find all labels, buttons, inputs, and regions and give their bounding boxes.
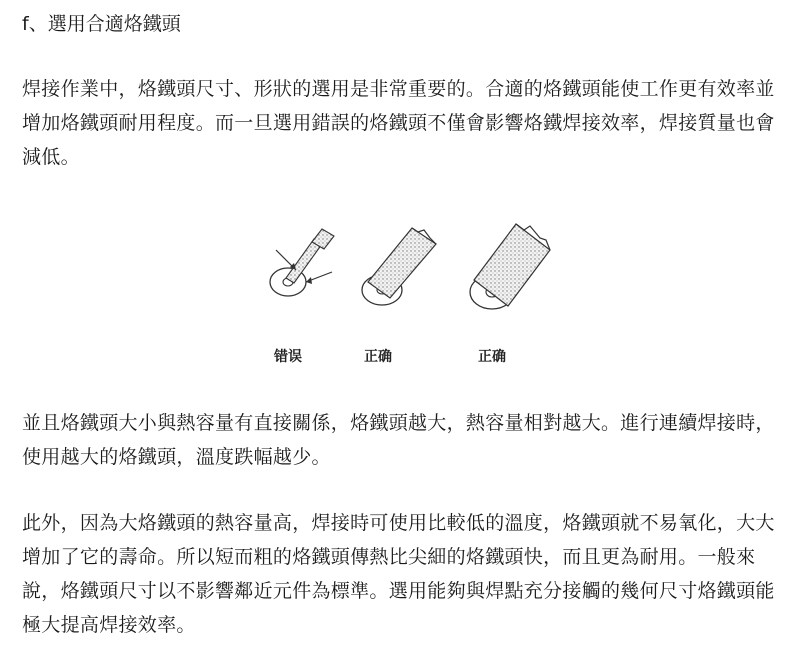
soldering-tip-figure xyxy=(250,210,570,380)
wrong-tip-illustration xyxy=(270,229,334,296)
correct-tip-large-illustration xyxy=(470,224,550,309)
caption-wrong: 错误 xyxy=(274,349,302,365)
caption-correct-2: 正确 xyxy=(478,349,506,365)
caption-correct-1: 正确 xyxy=(364,349,392,365)
paragraph-heat-capacity: 並且烙鐵頭大小與熱容量有直接關係，烙鐵頭越大，熱容量相對越大。進行連續焊接時，使用越大的烙鐵頭，溫度跌幅越少。 xyxy=(22,412,775,468)
correct-tip-medium-illustration xyxy=(362,228,436,305)
paragraph-lifespan: 此外，因為大烙鐵頭的熱容量高，焊接時可使用比較低的溫度，烙鐵頭就不易氧化，大大增加了它的壽命。所以短而粗的烙鐵頭傳熱比尖細的烙鐵頭快，而且更為耐用。一般來說，烙鐵頭尺寸以不影響鄰近元件為標準。選用能夠與焊點充分接觸的幾何尺寸烙鐵頭能極大提高焊接效率。 xyxy=(22,512,775,636)
paragraph-intro: 焊接作業中，烙鐵頭尺寸、形狀的選用是非常重要的。合適的烙鐵頭能使工作更有效率並增加烙鐵頭耐用程度。而一旦選用錯誤的烙鐵頭不僅會影響烙鐵焊接效率，焊接質量也會減低。 xyxy=(22,78,775,168)
section-heading: f、選用合適烙鐵頭 xyxy=(22,13,181,35)
soldering-tip-illustration xyxy=(250,210,570,350)
